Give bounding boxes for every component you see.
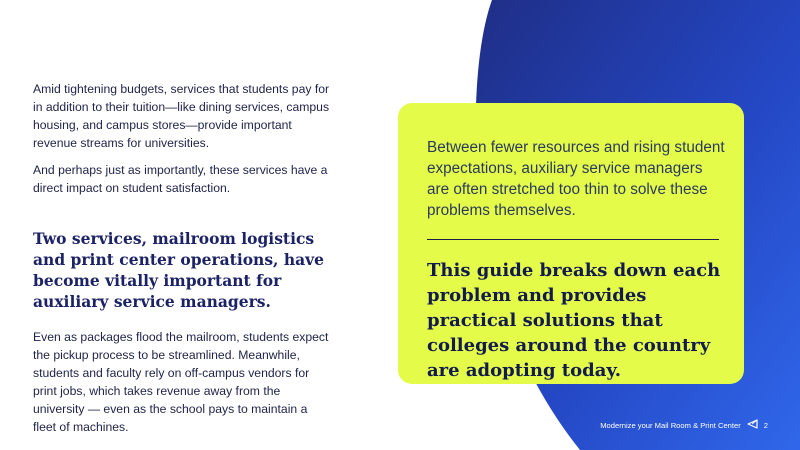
- footer-title: Modernize your Mail Room & Print Center: [600, 420, 741, 430]
- callout-quote: Between fewer resources and rising student expectations, auxiliary service managers are often stretched too thin to solve these problems themselves.: [427, 139, 725, 219]
- body-paragraph: Even as packages flood the mailroom, students expect the pickup process to be streamlined. Meanwhile, students and faculty rely on off-campus vendors for print jobs, which takes revenue away from the university — even as the school pays to maintain a fleet of machines.: [33, 330, 329, 434]
- page-number: 2: [763, 420, 768, 430]
- intro-paragraph: Amid tightening budgets, services that students pay for in addition to their tuition—like dining services, campus housing, and campus stores—provide important revenue streams for universities.: [33, 82, 330, 150]
- satisfaction-paragraph: And perhaps just as importantly, these services have a direct impact on student satisfaction.: [33, 163, 328, 195]
- page-footer: [600, 419, 768, 431]
- callout-card: [398, 103, 744, 384]
- callout-divider: [427, 239, 719, 240]
- lead-heading: Two services, mailroom logistics and print center operations, have become vitally important for auxiliary service managers.: [33, 229, 325, 311]
- left-column: [33, 80, 333, 445]
- brand-triangle-icon: [747, 419, 758, 431]
- callout-statement: This guide breaks down each problem and provides practical solutions that colleges around the country are adopting today.: [427, 260, 721, 381]
